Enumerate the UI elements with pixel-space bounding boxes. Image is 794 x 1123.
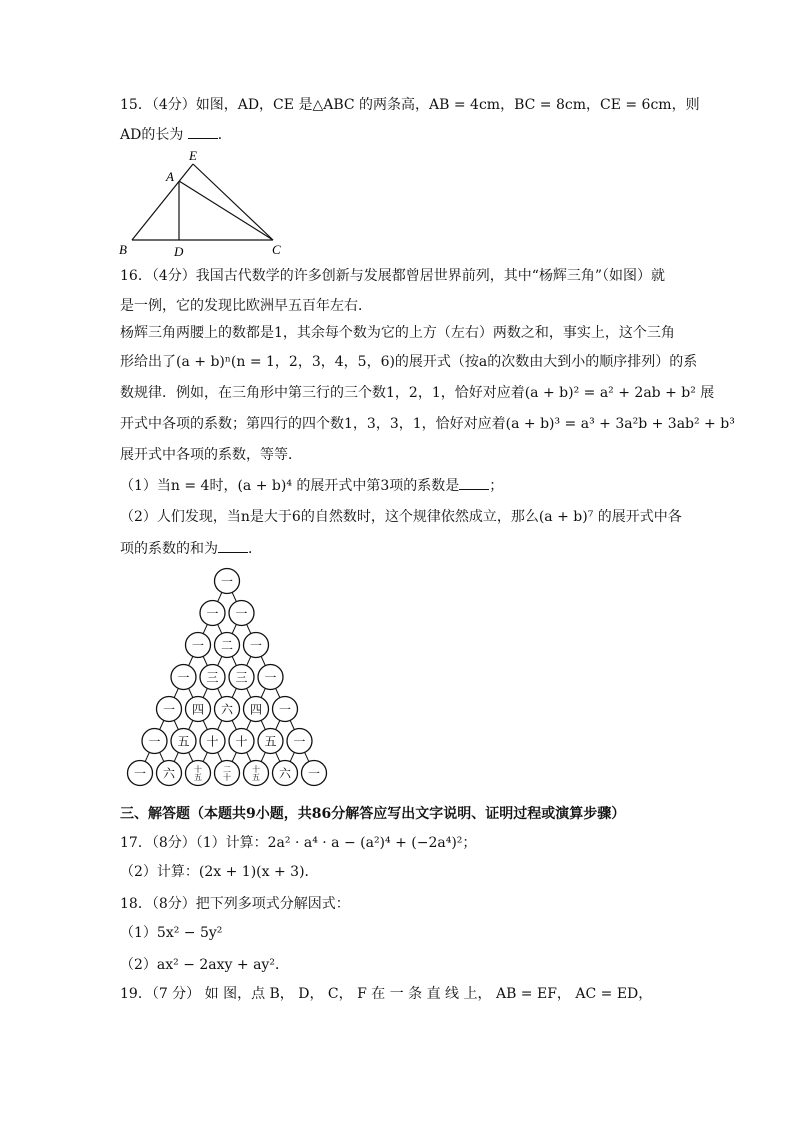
q17-line2: （2）计算：(2x + 1)(x + 3)． [120,864,319,880]
q18-line1: 18．（8分）把下列多项式分解因式： [120,896,350,912]
triangle-node-label: 四 [249,702,263,717]
q16-line3: 杨辉三角两腰上的数都是1，其余每个数为它的上方（左右）两数之和，事实上，这个三角 [120,325,675,341]
triangle-node-label: 三 [206,670,219,685]
q15-line2-prefix: AD的长为 [120,127,184,143]
triangle-node-label: 一 [293,734,306,749]
q16-line7: 展开式中各项的系数，等等． [120,447,302,463]
q16-sub2-line2 [120,538,262,559]
label-C: C [272,242,281,257]
q16-sub1-blank [459,475,489,490]
q16-sub1-prefix: （1）当n = 4时，(a + b)⁴ 的展开式中第3项的系数是 [120,478,460,494]
triangle-node-label: 十五 [194,765,202,782]
q16-line1: 16．（4分）我国古代数学的许多创新与发展都曾居世界前列，其中“杨辉三角”（如图）就 [120,268,666,284]
triangle-node-label: 一 [206,606,219,621]
q16-sub2-suffix: ． [248,541,262,557]
triangle-figure [115,148,295,260]
triangle-node-label: 五 [264,734,277,749]
section3-heading: 三、解答题（本题共9小题，共86分解答应写出文字说明、证明过程或演算步骤） [120,806,626,822]
label-E: E [189,148,197,163]
triangle-node-label: 一 [278,702,292,717]
q15-answer-blank [188,124,218,139]
triangle-node-label: 二 [220,638,234,653]
yanghui-triangle-figure [115,563,345,795]
triangle-node-label: 十 [206,734,219,749]
triangle-node-label: 六 [220,702,234,717]
q16-sub1-suffix: ； [489,478,504,494]
triangle-node-label: 十五 [252,765,260,782]
segment-BE [132,164,193,240]
segment-EC [193,164,273,240]
triangle-node-label: 一 [191,638,205,653]
triangle-node-label: 一 [235,606,248,621]
triangle-node-label: 一 [133,766,147,781]
triangle-node-label: 十 [235,734,248,749]
q15-line2 [120,124,232,145]
q16-sub1 [120,475,503,496]
label-B: B [119,242,127,257]
triangle-node-label: 一 [249,638,263,653]
q16-sub2-blank [218,538,248,553]
q16-line4: 形给出了(a + b)ⁿ(n = 1，2，3，4，5，6)的展开式（按a的次数由大到小的顺序排列）的系 [120,354,698,370]
q15-line2-suffix: ． [217,127,232,143]
triangle-node-label: 六 [278,766,292,781]
triangle-node-label: 一 [307,766,321,781]
q16-line2: 是一例，它的发现比欧洲早五百年左右． [120,298,372,314]
q16-line5: 数规律．例如，在三角形中第三行的三个数1，2，1，恰好对应着(a + b)² = a² + 2ab + b² 展 [120,385,715,401]
q17-line1: 17．（8分）（1）计算：2a² · a⁴ · a − (a²)⁴ + (−2a⁴)²； [120,835,477,851]
triangle-node-label: 一 [148,734,161,749]
triangle-node-label: 六 [162,766,176,781]
triangle-node-label: 五 [177,734,190,749]
triangle-node-label: 三 [235,670,248,685]
triangle-node-label: 二十 [223,765,231,782]
label-D: D [174,244,184,259]
q16-line6: 开式中各项的系数；第四行的四个数1，3，3，1，恰好对应着(a + b)³ = a³ + 3a²b + 3ab² + b³ [120,416,735,432]
q18-line2: （1）5x² − 5y² [120,925,223,941]
segment-AC [179,181,273,240]
q16-sub2-line1: （2）人们发现，当n是大于6的自然数时，这个规律依然成立，那么(a + b)⁷ 的展开式中各 [120,509,682,525]
triangle-node-label: 四 [191,702,205,717]
triangle-node-label: 一 [264,670,277,685]
triangle-node-label: 一 [177,670,190,685]
q15-line1: 15．（4分）如图，AD，CE 是△ABC 的两条高，AB = 4cm，BC = 8cm，CE = 6cm，则 [120,97,700,113]
label-A: A [166,169,174,184]
q18-line3: （2）ax² − 2axy + ay²． [120,957,289,973]
q16-sub2-prefix: 项的系数的和为 [120,541,218,557]
triangle-node-label: 一 [220,574,234,589]
triangle-node-label: 一 [162,702,176,717]
q19-line1: 19．（7 分） 如 图，点 B， D， C， F 在 一 条 直 线 上， AB = EF， AC = ED， [120,986,653,1002]
